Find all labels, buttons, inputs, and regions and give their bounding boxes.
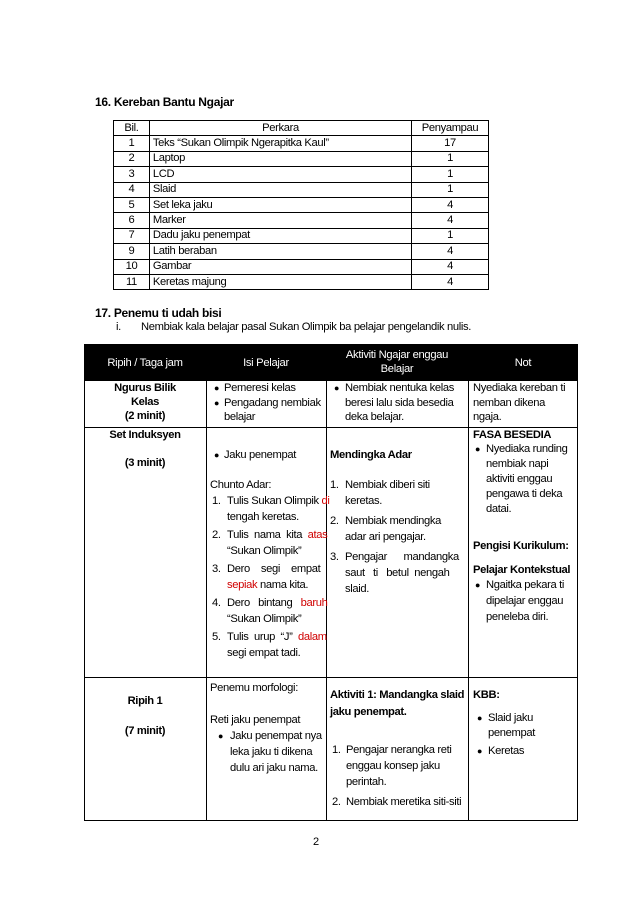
grid-line	[206, 344, 207, 821]
step-line: Pengajar nerangka reti	[346, 744, 452, 756]
cell-perkara: Set leka jaku	[149, 197, 411, 212]
row1-note-line2: nemban dikena	[473, 397, 545, 409]
equipment-table	[113, 120, 489, 290]
step-line	[227, 612, 301, 627]
cell-penyampau: 4	[412, 259, 489, 274]
bullet-icon: ●	[334, 383, 340, 393]
note-line: aktiviti enggau	[486, 473, 553, 485]
row2-note-title2: Pengisi Kurikulum:	[473, 540, 569, 552]
cell-bil: 3	[114, 167, 150, 182]
header-stage: Ripih / Taga jam	[107, 357, 183, 369]
row2-content-intro: Chunto Adar:	[210, 479, 272, 491]
row2-note-title: FASA BESEDIA	[473, 429, 552, 441]
cell-bil: 7	[114, 228, 150, 243]
cell-penyampau: 1	[412, 228, 489, 243]
step-text: Tulis urup “J”	[227, 631, 298, 643]
cell-perkara: Keretas majung	[149, 274, 411, 289]
table-row	[114, 167, 489, 182]
cell-penyampau: 1	[412, 182, 489, 197]
cell-perkara: Marker	[149, 213, 411, 228]
emphasis-text: atas	[307, 529, 328, 541]
step-line	[227, 630, 327, 645]
step-line: Nembiak diberi siti	[345, 479, 430, 491]
note-line: Keretas	[488, 745, 525, 757]
step-line: perintah.	[346, 776, 387, 788]
step-number: 3.	[330, 551, 339, 563]
row3-activity-title-line2: jaku penempat.	[330, 706, 407, 718]
step-line: Nembiak mendingka	[345, 515, 442, 527]
row1-content-item2: Pengadang nembiak	[224, 397, 321, 409]
cell-perkara: Gambar	[149, 259, 411, 274]
bullet-icon: ●	[218, 731, 224, 741]
cell-penyampau: 17	[412, 136, 489, 151]
row1-activity-line2: beresi lalu sida besedia	[345, 397, 454, 409]
grid-line	[468, 344, 469, 821]
content-line: leka jaku ti dikena	[230, 746, 313, 758]
note-line: nembiak napi	[486, 458, 549, 470]
note-line: penempat	[488, 727, 535, 739]
table-row	[114, 213, 489, 228]
note-line: peneleba diri.	[486, 611, 549, 623]
step-number: 2.	[212, 529, 221, 541]
cell-perkara: Dadu jaku penempat	[149, 228, 411, 243]
emphasis-text: di	[321, 495, 330, 507]
step-line: adar ari pengajar.	[345, 531, 426, 543]
step-line	[227, 562, 322, 577]
row3-duration: (7 minit)	[124, 725, 166, 737]
cell-penyampau: 1	[412, 167, 489, 182]
step-line: enggau konsep jaku	[346, 760, 440, 772]
header-activity-line1: Aktiviti Ngajar enggau	[345, 349, 449, 361]
cell-perkara: LCD	[149, 167, 411, 182]
step-text: tengah keretas.	[227, 511, 299, 523]
cell-penyampau: 4	[412, 244, 489, 259]
col-header-penyampau: Penyampau	[412, 121, 489, 136]
bullet-icon: ●	[477, 746, 483, 756]
table-row	[114, 259, 489, 274]
cell-bil: 1	[114, 136, 150, 151]
step-number: 2.	[330, 515, 339, 527]
section-16-title: 16. Kereban Bantu Ngajar	[95, 95, 234, 109]
row1-stage-line2: Kelas	[130, 396, 160, 408]
col-header-bil: Bil.	[114, 121, 150, 136]
row2-stage: Set Induksyen	[109, 429, 181, 441]
grid-line	[84, 677, 578, 678]
grid-line	[84, 820, 578, 821]
cell-bil: 9	[114, 244, 150, 259]
cell-bil: 2	[114, 151, 150, 166]
table-row	[114, 228, 489, 243]
row3-content-intro: Penemu morfologi:	[210, 682, 298, 694]
step-line	[227, 528, 328, 543]
cell-bil: 6	[114, 213, 150, 228]
note-line: Ngaitka pekara ti	[486, 579, 565, 591]
step-number: 4.	[212, 597, 221, 609]
step-number: 1.	[212, 495, 221, 507]
row3-activity-title-line1: Aktiviti 1: Mandangka slaid	[330, 689, 465, 701]
step-text: segi empat tadi.	[227, 647, 301, 659]
note-line: dipelajar enggau	[486, 595, 564, 607]
note-line: Slaid jaku	[488, 712, 534, 724]
note-line: Nyediaka runding	[486, 443, 568, 455]
bullet-icon: ●	[214, 450, 220, 460]
cell-perkara: Latih beraban	[149, 244, 411, 259]
grid-line	[326, 344, 327, 821]
row3-content-sub: Reti jaku penempat	[210, 714, 301, 726]
bullet-icon: ●	[475, 580, 481, 590]
bullet-icon: ●	[475, 444, 481, 454]
step-text: Tulis Sukan Olimpik	[227, 495, 322, 507]
step-number: 1.	[332, 744, 341, 756]
row1-activity-line3: deka belajar.	[345, 411, 404, 423]
emphasis-text: sepiak	[227, 579, 258, 591]
table-row	[114, 244, 489, 259]
emphasis-text: baruh	[300, 597, 328, 609]
note-line: datai.	[486, 503, 512, 515]
table-row	[114, 151, 489, 166]
row1-content-item1: Pemeresi kelas	[224, 382, 296, 394]
row1-activity-line1: Nembiak nentuka kelas	[345, 382, 454, 394]
cell-penyampau: 4	[412, 274, 489, 289]
step-line	[227, 510, 299, 525]
step-line: keretas.	[345, 495, 382, 507]
step-line	[227, 646, 300, 661]
header-content: Isi Pelajar	[243, 357, 289, 369]
bullet-icon: ●	[214, 383, 220, 393]
step-line: Nembiak meretika siti-siti	[346, 796, 462, 808]
step-number: 2.	[332, 796, 341, 808]
step-line	[227, 494, 330, 509]
row1-content-item2-cont: belajar	[224, 411, 256, 423]
step-text: nama kita.	[257, 579, 309, 591]
table-row	[114, 274, 489, 289]
header-activity-line2: Belajar	[380, 363, 414, 375]
header-note: Not	[514, 357, 532, 369]
table-row	[114, 136, 489, 151]
step-line: Pengajar mandangka	[345, 551, 459, 563]
row2-content-bullet: Jaku penempat	[224, 449, 296, 461]
col-header-perkara: Perkara	[149, 121, 411, 136]
row3-note-title: KBB:	[473, 689, 500, 701]
cell-penyampau: 4	[412, 197, 489, 212]
objective-marker: i.	[116, 321, 121, 333]
cell-perkara: Slaid	[149, 182, 411, 197]
step-line: saut ti betul nengah	[345, 567, 450, 579]
step-text: “Sukan Olimpik”	[227, 545, 302, 557]
row2-duration: (3 minit)	[124, 457, 166, 469]
row2-activity-title: Mendingka Adar	[330, 449, 412, 461]
section-17-title: 17. Penemu ti udah bisi	[95, 306, 222, 320]
step-number: 5.	[212, 631, 221, 643]
emphasis-text: dalam	[298, 631, 327, 643]
cell-bil: 4	[114, 182, 150, 197]
table-header-row	[114, 121, 489, 136]
cell-perkara: Laptop	[149, 151, 411, 166]
grid-line	[577, 344, 578, 821]
bullet-icon: ●	[477, 713, 483, 723]
page-number: 2	[313, 836, 320, 848]
step-text: Dero bintang	[227, 597, 301, 609]
row1-note-line3: ngaja.	[473, 411, 502, 423]
row2-note-title3: Pelajar Kontekstual	[473, 564, 571, 576]
content-line: dulu ari jaku nama.	[230, 762, 318, 774]
cell-bil: 5	[114, 197, 150, 212]
row1-stage-line3: (2 minit)	[124, 410, 166, 422]
step-text: Dero segi empat	[227, 563, 321, 575]
table-row	[114, 197, 489, 212]
row1-note-line1: Nyediaka kereban ti	[473, 382, 566, 394]
cell-bil: 10	[114, 259, 150, 274]
step-line	[227, 544, 301, 559]
cell-bil: 11	[114, 274, 150, 289]
objective-text: Nembiak kala belajar pasal Sukan Olimpik ba pelajar pengelandik nulis.	[141, 321, 471, 333]
step-line	[227, 578, 308, 593]
step-text: Tulis nama kita	[227, 529, 308, 541]
table-row	[114, 182, 489, 197]
cell-penyampau: 1	[412, 151, 489, 166]
step-text: “Sukan Olimpik”	[227, 613, 302, 625]
content-line: Jaku penempat nya	[230, 730, 322, 742]
step-number: 3.	[212, 563, 221, 575]
step-number: 1.	[330, 479, 339, 491]
bullet-icon: ●	[214, 398, 220, 408]
row1-stage-line1: Ngurus Bilik	[114, 382, 176, 394]
step-line	[227, 596, 328, 611]
cell-perkara: Teks “Sukan Olimpik Ngerapitka Kaul”	[149, 136, 411, 151]
row3-stage: Ripih 1	[127, 695, 163, 707]
note-line: pengawa ti deka	[486, 488, 563, 500]
step-line: slaid.	[345, 583, 370, 595]
cell-penyampau: 4	[412, 213, 489, 228]
